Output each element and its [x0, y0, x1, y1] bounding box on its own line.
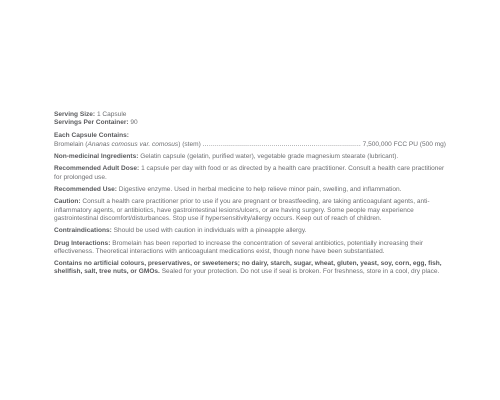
servings-per-container — [54, 119, 446, 127]
recommended-use-text: Digestive enzyme. Used in herbal medicine to help relieve minor pain, swelling, and inflammation. — [116, 185, 402, 193]
serving-size-value: 1 Capsule — [95, 111, 127, 118]
drug-interactions-text: Bromelain has been reported to increase the concentration of several antibiotics, potentially increasing their effectiveness. Theoretical interactions with anticoagulant medications exist, though none have been substantiated. — [54, 239, 424, 255]
allergen-statement — [54, 260, 446, 276]
each-capsule-heading-text: Each Capsule Contains: — [54, 132, 129, 140]
caution-label: Caution: — [54, 198, 81, 206]
recommended-use — [54, 186, 446, 194]
ingredient-name — [54, 141, 201, 149]
contraindications-text: Should be used with caution in individuals with a pineapple allergy. — [111, 227, 307, 235]
drug-interactions-label: Drug Interactions: — [54, 239, 111, 247]
recommended-adult-dose — [54, 165, 446, 181]
serving-size — [54, 111, 446, 119]
contraindications-label: Contraindications: — [54, 227, 112, 235]
supplement-facts-panel — [54, 111, 446, 277]
non-medicinal-label: Non-medicinal Ingredients: — [54, 153, 139, 160]
allergen-text: Sealed for your protection. Do not use if seal is broken. For freshness, store in a cool, dry place. — [159, 268, 440, 276]
contraindications — [54, 227, 446, 235]
serving-size-label: Serving Size: — [54, 111, 96, 118]
ingredient-row — [54, 141, 446, 149]
adult-dose-text: 1 capsule per day with food or as directed by a health care practitioner. Consult a health care practitioner for prolonged use. — [54, 165, 445, 181]
leader-dots — [203, 141, 361, 149]
ingredient-part: ) (stem) — [178, 140, 201, 148]
ingredient-latin-name: Ananas comosus var. comosus — [87, 140, 179, 148]
recommended-use-label: Recommended Use: — [54, 185, 117, 193]
caution-text: Consult a health care practitioner prior to use if you are pregnant or breastfeeding, are taking anticoagulant agents, anti-inflammatory agents, or antibiotics, have gastrointestinal lesions/ulcers, or are having surgery. Some people may experience gastrointestinal discomfort/disturbances. Stop use if hypersensitivity/allergy occurs. Keep out of reach of children. — [54, 198, 430, 222]
drug-interactions — [54, 240, 446, 256]
each-capsule-heading — [54, 132, 446, 140]
non-medicinal-ingredients — [54, 153, 446, 161]
caution — [54, 198, 446, 223]
servings-per-container-label: Servings Per Container: — [54, 119, 129, 127]
ingredient-amount: 7,500,000 FCC PU (500 mg) — [362, 140, 446, 148]
non-medicinal-text: Gelatin capsule (gelatin, purified water), vegetable grade magnesium stearate (lubricant). — [138, 153, 399, 160]
allergen-bold-text: Contains no artificial colours, preservatives, or sweeteners; no dairy, starch, sugar, wheat, gluten, yeast, soy, corn, egg, fish, shellfish, salt, tree nuts, or GMOs. — [54, 260, 442, 276]
adult-dose-label: Recommended Adult Dose: — [54, 165, 140, 173]
servings-per-container-value: 90 — [128, 119, 138, 127]
ingredient-name-text: Bromelain ( — [54, 140, 88, 148]
